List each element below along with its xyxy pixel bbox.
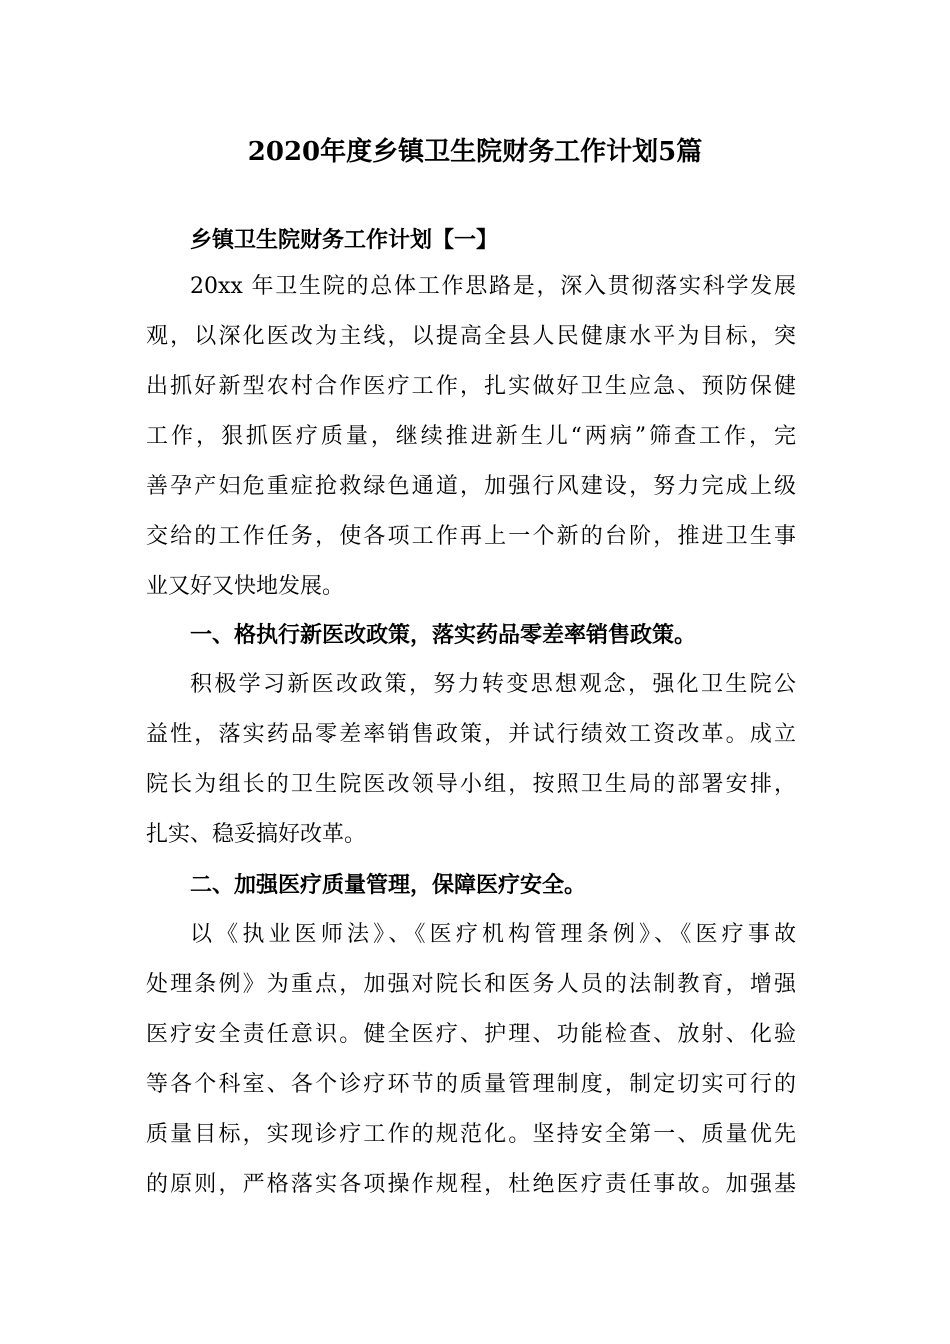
paragraph-line: 的原则，严格落实各项操作规程，杜绝医疗责任事故。加强基 xyxy=(146,1172,796,1197)
paragraph-line: 工作，狠抓医疗质量，继续推进新生儿“两病”筛查工作，完 xyxy=(146,424,796,449)
paragraph-line: 出抓好新型农村合作医疗工作，扎实做好卫生应急、预防保健 xyxy=(146,374,796,399)
paragraph-medical-quality xyxy=(146,910,796,1210)
paragraph-line: 质量目标，实现诊疗工作的规范化。坚持安全第一、质量优先 xyxy=(146,1122,796,1147)
heading-reform-policy: 一、格执行新医改政策，落实药品零差率销售政策。 xyxy=(190,622,697,648)
paragraph-line: 以《执业医师法》、《医疗机构管理条例》、《医疗事故 xyxy=(190,922,796,947)
heading-medical-quality: 二、加强医疗质量管理，保障医疗安全。 xyxy=(190,872,587,898)
paragraph-line: 交给的工作任务，使各项工作再上一个新的台阶，推进卫生事 xyxy=(146,524,796,549)
paragraph-line: 院长为组长的卫生院医改领导小组，按照卫生局的部署安排， xyxy=(146,772,796,797)
paragraph-reform-policy xyxy=(146,660,796,860)
paragraph-line: 处理条例》为重点，加强对院长和医务人员的法制教育，增强 xyxy=(146,972,796,997)
paragraph-line: 等各个科室、各个诊疗环节的质量管理制度，制定切实可行的 xyxy=(146,1072,796,1097)
paragraph-line: 扎实、稳妥搞好改革。 xyxy=(146,822,367,847)
paragraph-line: 观，以深化医改为主线，以提高全县人民健康水平为目标，突 xyxy=(146,324,796,349)
paragraph-line: 善孕产妇危重症抢救绿色通道，加强行风建设，努力完成上级 xyxy=(146,474,796,499)
paragraph-line: 积极学习新医改政策，努力转变思想观念，强化卫生院公 xyxy=(190,672,796,697)
document-title: 2020年度乡镇卫生院财务工作计划5篇 xyxy=(247,137,703,167)
section-heading-plan-one: 乡镇卫生院财务工作计划【一】 xyxy=(190,227,499,253)
paragraph-overview xyxy=(146,262,796,612)
paragraph-line: 益性，落实药品零差率销售政策，并试行绩效工资改革。成立 xyxy=(146,722,796,747)
paragraph-line: 业又好又快地发展。 xyxy=(146,574,345,599)
paragraph-line: 20xx 年卫生院的总体工作思路是，深入贯彻落实科学发展 xyxy=(190,274,796,299)
paragraph-line: 医疗安全责任意识。健全医疗、护理、功能检查、放射、化验 xyxy=(146,1022,796,1047)
